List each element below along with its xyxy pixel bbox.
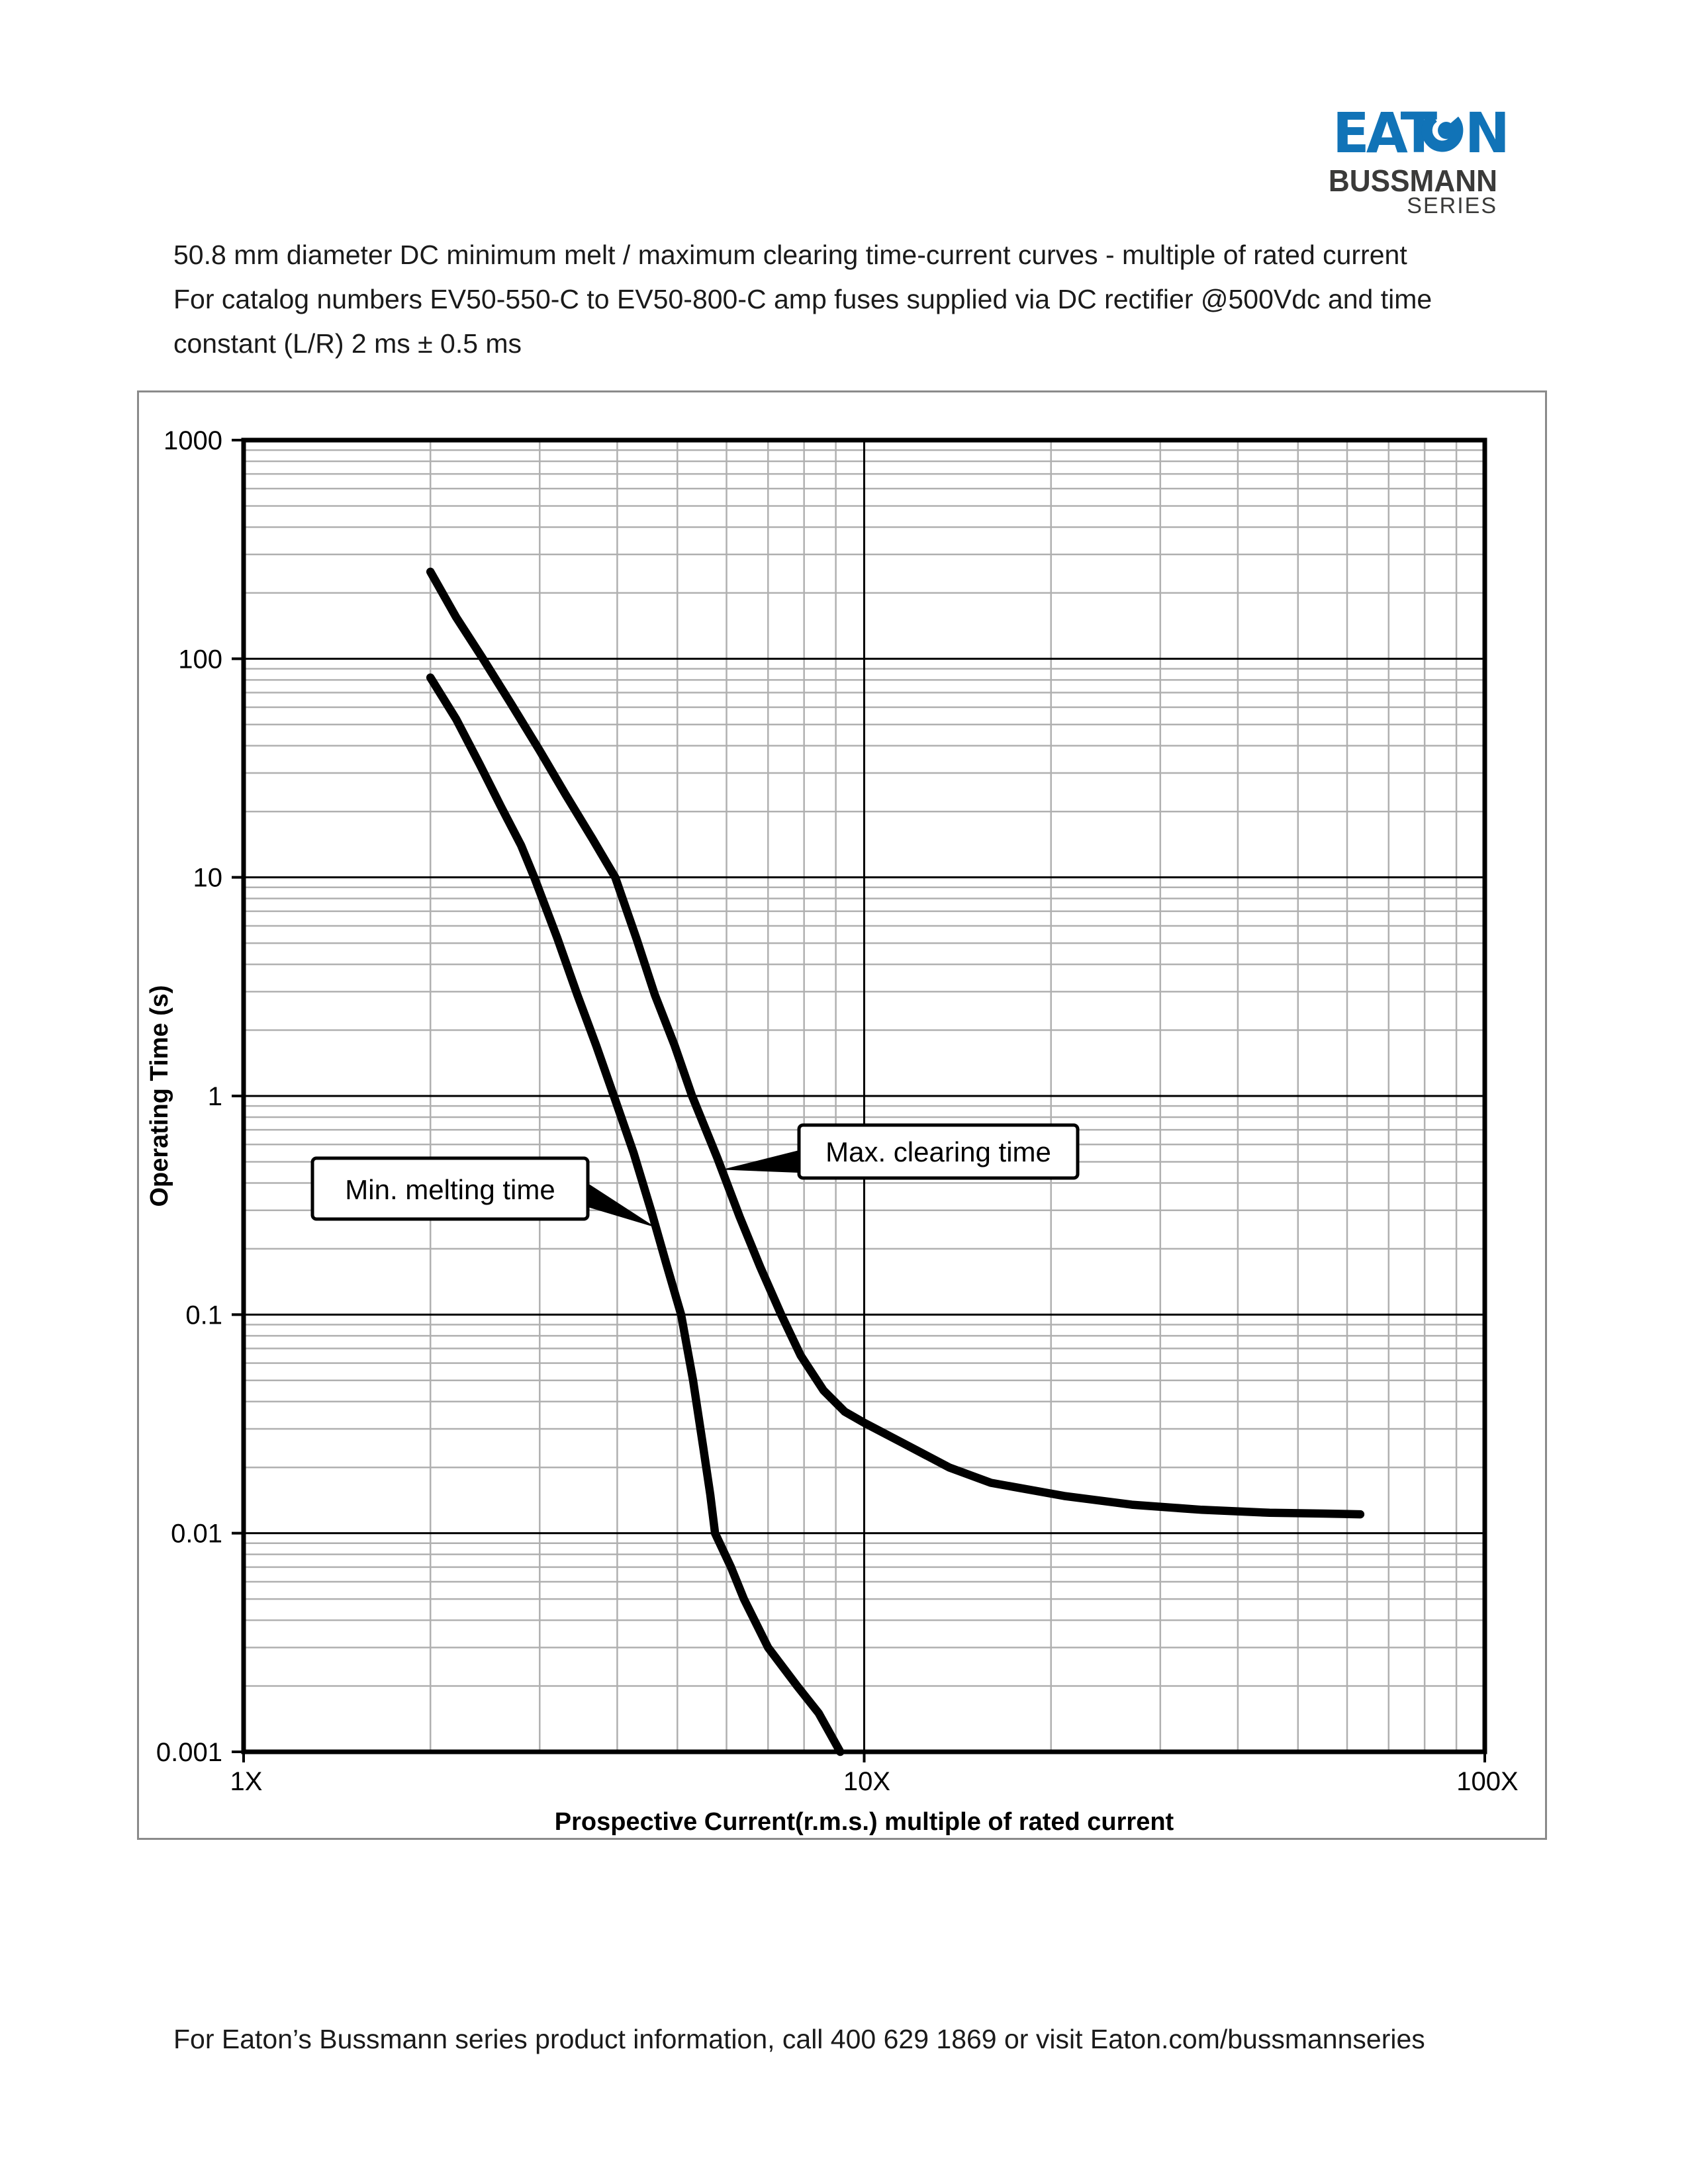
y-tick-label: 1	[207, 1082, 222, 1111]
logo-o-dot	[1438, 122, 1454, 139]
y-tick-label: 10	[193, 863, 222, 893]
page-title	[173, 233, 1530, 366]
logo-series-text: SERIES	[1407, 193, 1497, 218]
y-tick-label: 0.1	[185, 1300, 222, 1330]
y-tick-label: 1000	[164, 426, 222, 455]
chart-frame	[137, 390, 1547, 1840]
x-axis-title: Prospective Current(r.m.s.) multiple of rated current	[554, 1808, 1174, 1836]
callout-label: Max. clearing time	[825, 1136, 1051, 1167]
x-tick-label: 10X	[843, 1767, 891, 1796]
title-line-2: For catalog numbers EV50-550-C to EV50-800-C amp fuses supplied via DC rectifier @500Vdc and time	[173, 284, 1432, 314]
logo-text-eat: EAT	[1332, 100, 1434, 166]
eaton-logo-group	[1333, 101, 1509, 165]
x-tick-label: 1X	[230, 1767, 263, 1796]
y-tick-label: 0.01	[171, 1519, 222, 1549]
x-tick-label: 100X	[1456, 1767, 1519, 1796]
y-tick-label: 0.001	[156, 1738, 222, 1767]
title-line-1: 50.8 mm diameter DC minimum melt / maximum clearing time-current curves - multiple of rated current	[173, 240, 1407, 270]
y-axis-title: Operating Time (s)	[146, 985, 173, 1207]
chart-outer-border	[138, 392, 1546, 1839]
footer-text: For Eaton’s Bussmann series product information, call 400 629 1869 or visit Eaton.com/bussmannseries	[173, 2024, 1425, 2054]
logo-bussmann-text: BUSSMANN	[1328, 163, 1497, 198]
time-current-chart	[137, 390, 1547, 1840]
logo-text-n: N	[1464, 100, 1509, 166]
title-line-3: constant (L/R) 2 ms ± 0.5 ms	[173, 328, 522, 359]
callout-label: Min. melting time	[345, 1174, 555, 1205]
y-tick-label: 100	[178, 645, 222, 674]
